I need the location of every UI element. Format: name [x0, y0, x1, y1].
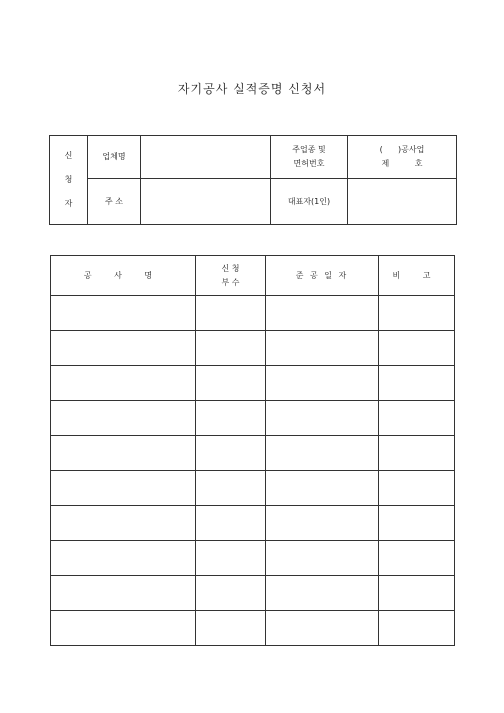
company-name-label: 업체명 — [88, 136, 141, 179]
remarks-cell[interactable] — [379, 611, 455, 646]
address-field[interactable] — [141, 179, 271, 225]
address-label: 주 소 — [88, 179, 141, 225]
header-copies — [196, 256, 266, 296]
construction-name-cell[interactable] — [51, 576, 196, 611]
construction-name-cell[interactable] — [51, 331, 196, 366]
table-row — [51, 366, 455, 401]
table-row — [51, 296, 455, 331]
completion-date-cell[interactable] — [266, 506, 379, 541]
construction-works-table — [50, 255, 455, 646]
copies-cell[interactable] — [196, 576, 266, 611]
applicant-info-table — [49, 135, 457, 225]
construction-name-cell[interactable] — [51, 436, 196, 471]
remarks-cell[interactable] — [379, 506, 455, 541]
company-name-field[interactable] — [141, 136, 271, 179]
completion-date-cell[interactable] — [266, 576, 379, 611]
table-row — [51, 331, 455, 366]
license-label-line2: 면허번호 — [293, 159, 325, 168]
copies-cell[interactable] — [196, 296, 266, 331]
completion-date-cell[interactable] — [266, 436, 379, 471]
applicant-side-char: 청 — [64, 175, 73, 184]
copies-cell[interactable] — [196, 401, 266, 436]
copies-cell[interactable] — [196, 506, 266, 541]
copies-cell[interactable] — [196, 366, 266, 401]
remarks-cell[interactable] — [379, 296, 455, 331]
completion-date-cell[interactable] — [266, 331, 379, 366]
remarks-cell[interactable] — [379, 436, 455, 471]
remarks-cell[interactable] — [379, 471, 455, 506]
completion-date-cell[interactable] — [266, 611, 379, 646]
representative-field[interactable] — [348, 179, 457, 225]
table-row — [51, 541, 455, 576]
completion-date-cell[interactable] — [266, 541, 379, 576]
header-completion-date: 준 공 일 자 — [266, 256, 379, 296]
form-title: 자기공사 실적증명 신청서 — [177, 82, 327, 96]
header-remarks: 비 고 — [379, 256, 455, 296]
construction-name-cell[interactable] — [51, 471, 196, 506]
copies-cell[interactable] — [196, 611, 266, 646]
completion-date-cell[interactable] — [266, 401, 379, 436]
construction-name-cell[interactable] — [51, 401, 196, 436]
applicant-side-char: 신 — [64, 151, 73, 160]
completion-date-cell[interactable] — [266, 296, 379, 331]
license-value-line2: 제 호 — [381, 159, 423, 168]
construction-name-cell[interactable] — [51, 506, 196, 541]
copies-cell[interactable] — [196, 471, 266, 506]
remarks-cell[interactable] — [379, 401, 455, 436]
remarks-cell[interactable] — [379, 366, 455, 401]
license-label — [271, 136, 348, 179]
license-value-line1: ( )공사업 — [379, 145, 425, 154]
construction-name-cell[interactable] — [51, 541, 196, 576]
copies-cell[interactable] — [196, 436, 266, 471]
applicant-side-char: 자 — [64, 199, 73, 208]
table-row — [51, 506, 455, 541]
representative-label: 대표자(1인) — [271, 179, 348, 225]
table-row — [51, 436, 455, 471]
construction-name-cell[interactable] — [51, 366, 196, 401]
works-table-header-row — [51, 256, 455, 296]
construction-name-cell[interactable] — [51, 611, 196, 646]
header-construction-name: 공 사 명 — [51, 256, 196, 296]
completion-date-cell[interactable] — [266, 471, 379, 506]
table-row — [51, 611, 455, 646]
completion-date-cell[interactable] — [266, 366, 379, 401]
applicant-side-label — [50, 136, 88, 225]
license-label-line1: 주업종 및 — [292, 145, 326, 154]
table-row — [51, 401, 455, 436]
remarks-cell[interactable] — [379, 541, 455, 576]
license-field[interactable] — [348, 136, 457, 179]
table-row — [51, 576, 455, 611]
remarks-cell[interactable] — [379, 576, 455, 611]
construction-name-cell[interactable] — [51, 296, 196, 331]
table-row — [51, 471, 455, 506]
copies-cell[interactable] — [196, 541, 266, 576]
header-copies-line1: 신 청 — [221, 263, 240, 273]
remarks-cell[interactable] — [379, 331, 455, 366]
header-copies-line2: 부 수 — [221, 277, 240, 287]
copies-cell[interactable] — [196, 331, 266, 366]
